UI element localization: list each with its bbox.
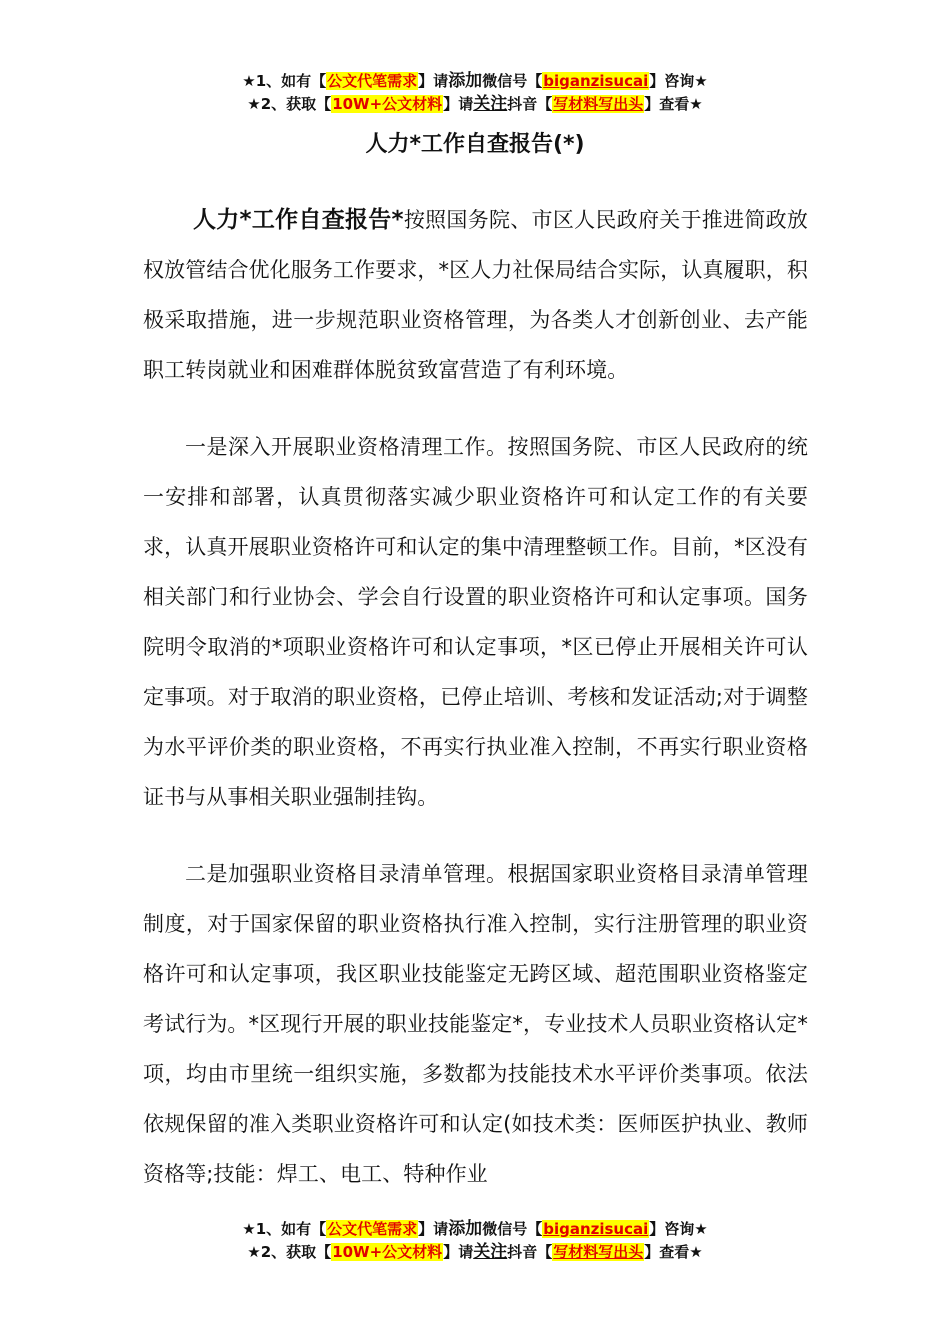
promo-text: 抖音【 (507, 1243, 553, 1261)
promo-text: 】请 (418, 1220, 449, 1238)
promo-text: ★1、如有【 (242, 72, 327, 90)
promo-text: 】请 (418, 72, 449, 90)
promo-text: 】咨询★ (649, 72, 708, 90)
paragraph-2: 二是加强职业资格目录清单管理。根据国家职业资格目录清单管理制度，对于国家保留的职业资格执行准入控制，实行注册管理的职业资格许可和认定事项，我区职业技能鉴定无跨区域、超范围职业资格鉴定考试行为。*区现行开展的职业技能鉴定*，专业技术人员职业资格认定*项，均由市里统一组织实施，多数都为技能技术水平评价类事项。依法依规保留的准入类职业资格许可和认定(如技术类：医师医护执业、教师资格等;技能：焊工、电工、特种作业 (143, 862, 808, 1186)
paragraph-text: 按照国务院、市区人民政府关于推进简政放权放管结合优化服务工作要求，*区人力社保局结合实际，认真履职，积极采取措施，进一步规范职业资格管理，为各类人才创新创业、去产能职工转岗就业和困难群体脱贫致富营造了有利环境。 (143, 208, 808, 382)
promo-text: 】请 (443, 1243, 474, 1261)
promo-text: ★2、获取【 (247, 1243, 332, 1261)
bottom-promo-banner (0, 1218, 950, 1264)
promo-line-1 (0, 1218, 950, 1241)
document-title: 人力*工作自查报告(*) (365, 132, 585, 157)
paragraph-intro (143, 195, 808, 395)
wechat-id-highlight: biganzisucai (543, 72, 649, 90)
douyin-id-highlight: 写材料写出头 (553, 1243, 644, 1261)
promo-text: 微信号【 (482, 1220, 543, 1238)
promo-text: 微信号【 (482, 72, 543, 90)
promo-text: 】咨询★ (649, 1220, 708, 1238)
promo-emphasis: 添加 (448, 1219, 483, 1239)
top-promo-banner (0, 70, 950, 116)
promo-line-1 (0, 70, 950, 93)
promo-highlight: 公文代笔需求 (327, 1220, 418, 1238)
promo-text: 】查看★ (644, 1243, 703, 1261)
promo-highlight: 公文代笔需求 (327, 72, 418, 90)
document-body (143, 195, 808, 1226)
promo-highlight: 10W+公文材料 (332, 1243, 443, 1261)
promo-emphasis: 关注 (473, 1242, 508, 1262)
paragraph-1: 一是深入开展职业资格清理工作。按照国务院、市区人民政府的统一安排和部署，认真贯彻落实减少职业资格许可和认定工作的有关要求，认真开展职业资格许可和认定的集中清理整顿工作。目前，*区没有相关部门和行业协会、学会自行设置的职业资格许可和认定事项。国务院明令取消的*项职业资格许可和认定事项，*区已停止开展相关许可认定事项。对于取消的职业资格，已停止培训、考核和发证活动;对于调整为水平评价类的职业资格，不再实行执业准入控制，不再实行职业资格证书与从事相关职业强制挂钩。 (143, 435, 808, 809)
promo-emphasis: 添加 (448, 71, 483, 91)
promo-text: ★1、如有【 (242, 1220, 327, 1238)
promo-emphasis: 关注 (473, 94, 508, 114)
promo-line-2 (0, 1241, 950, 1264)
douyin-id-highlight: 写材料写出头 (553, 95, 644, 113)
promo-text: ★2、获取【 (247, 95, 332, 113)
paragraph-lead: 人力*工作自查报告* (193, 207, 404, 233)
promo-text: 】查看★ (644, 95, 703, 113)
promo-text: 抖音【 (507, 95, 553, 113)
promo-text: 】请 (443, 95, 474, 113)
wechat-id-highlight: biganzisucai (543, 1220, 649, 1238)
promo-highlight: 10W+公文材料 (332, 95, 443, 113)
promo-line-2 (0, 93, 950, 116)
